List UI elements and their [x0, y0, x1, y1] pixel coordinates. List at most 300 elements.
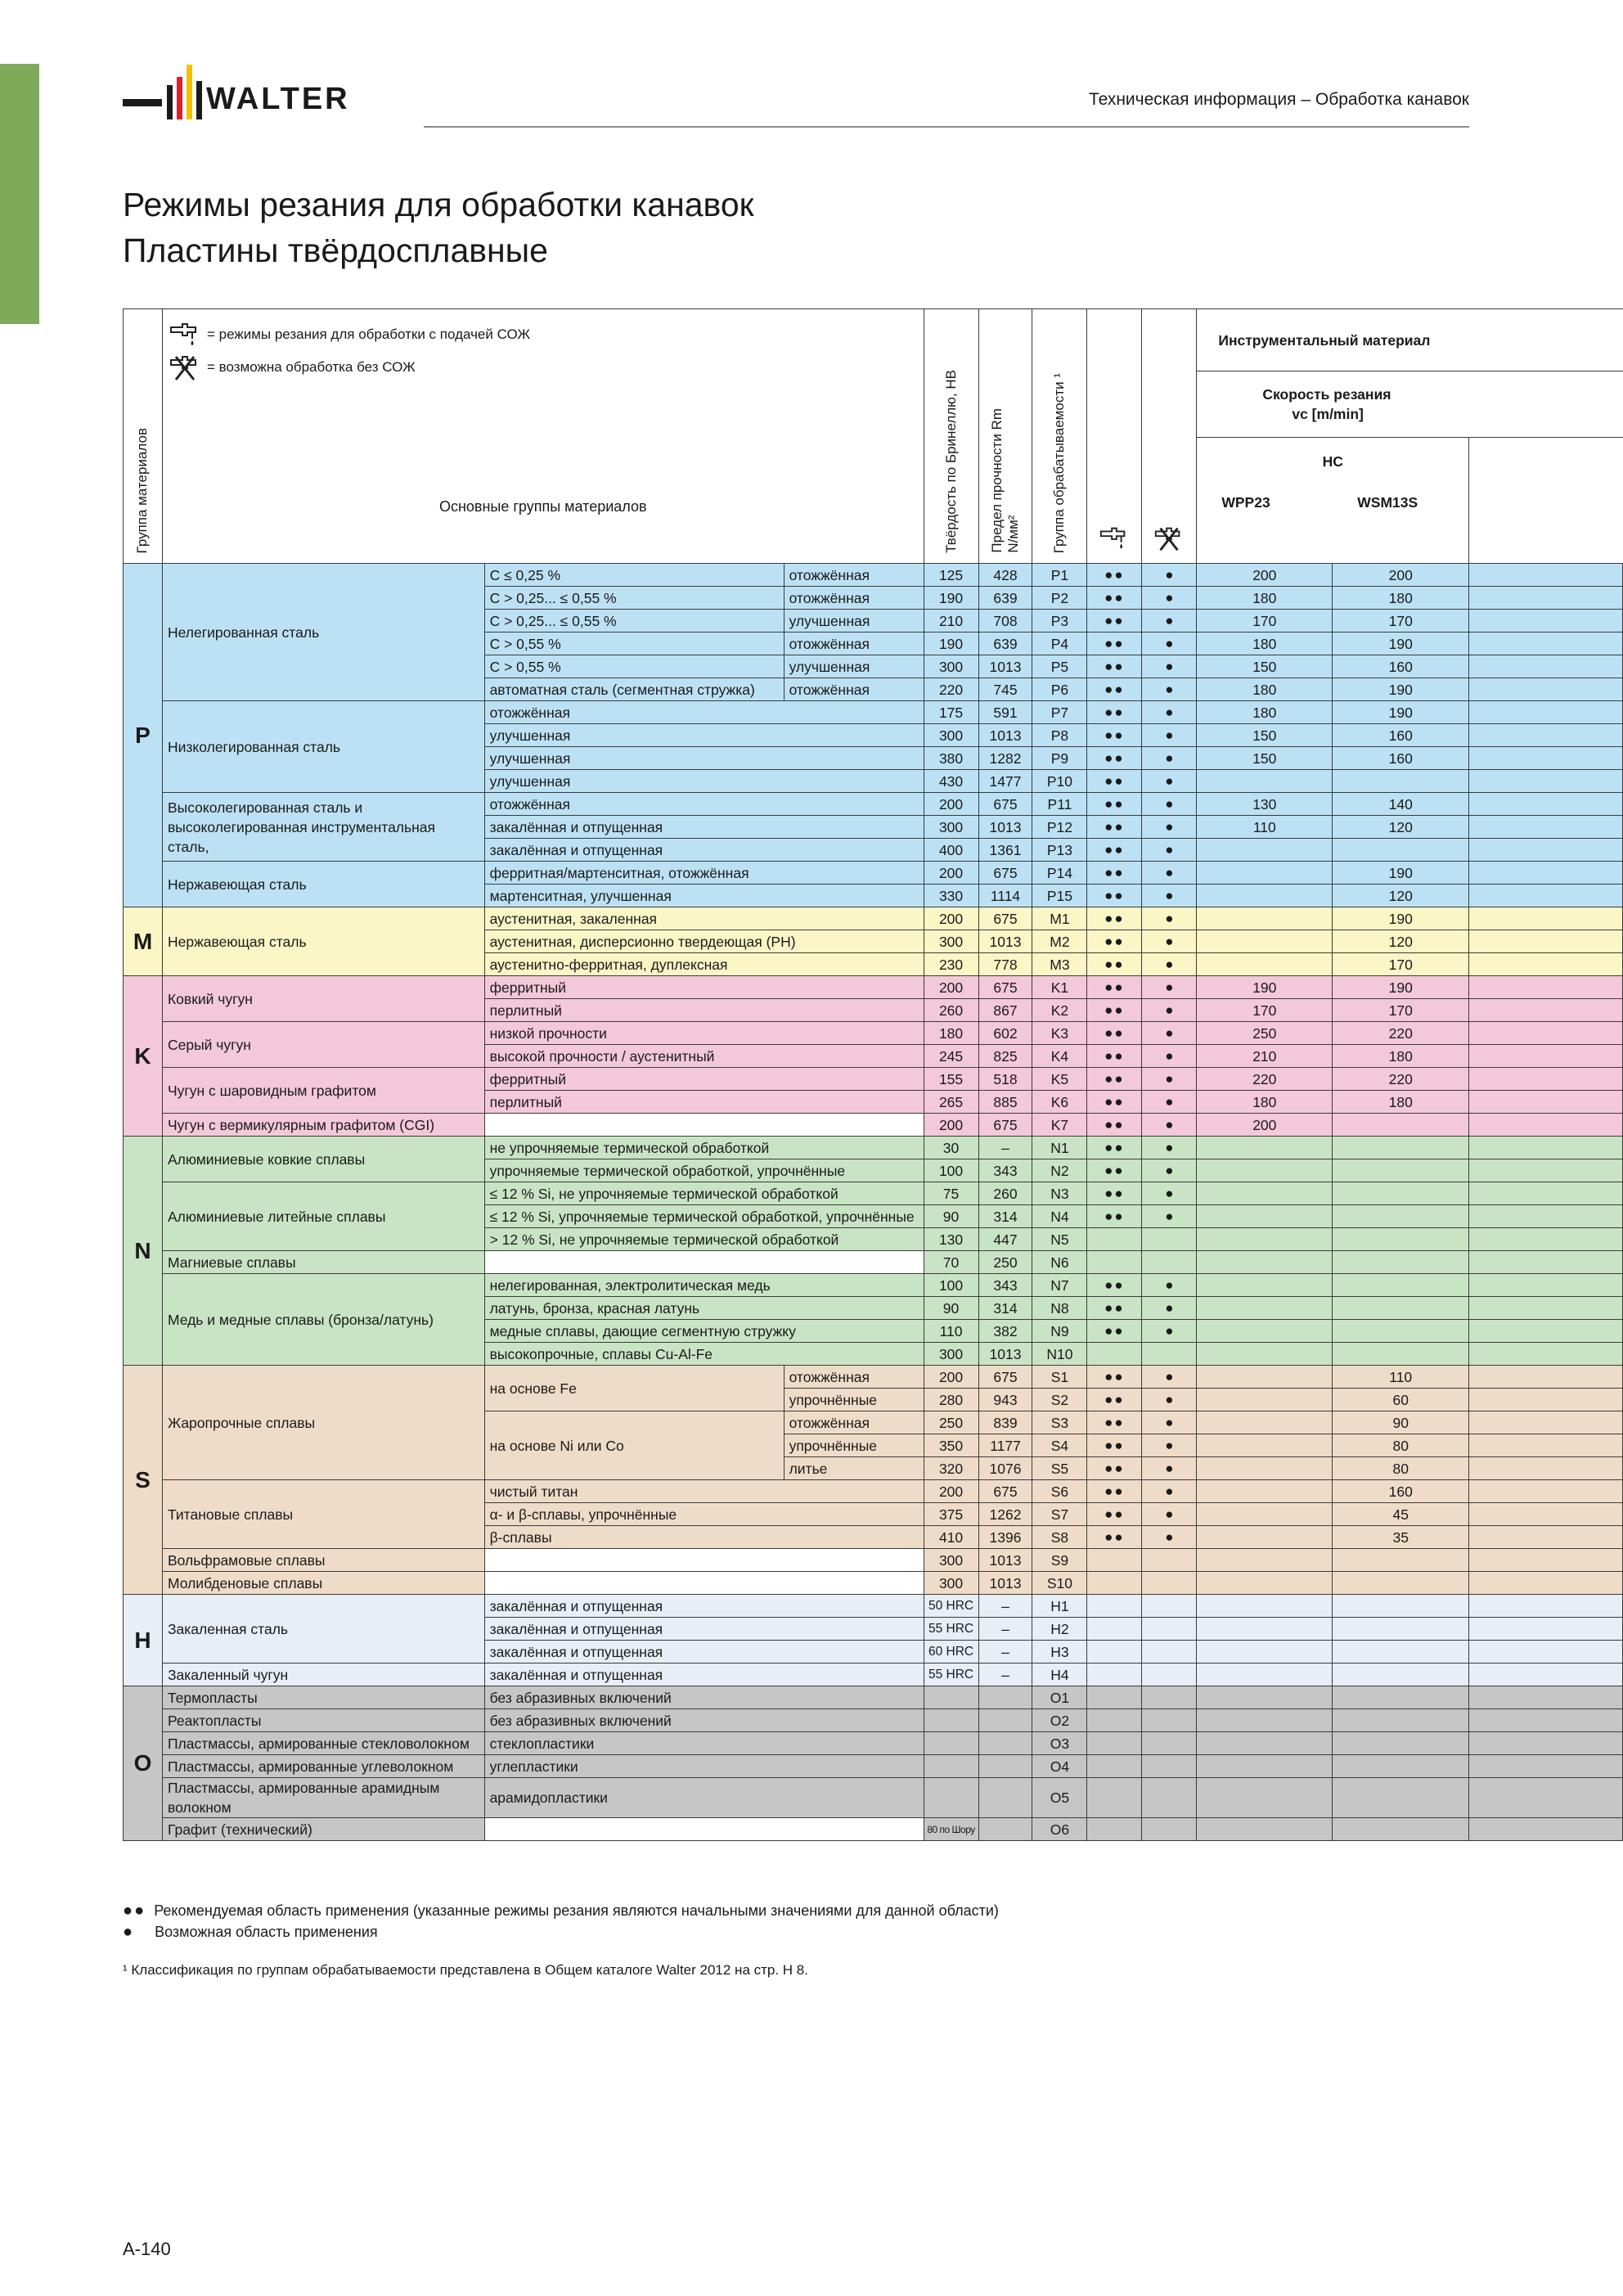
- hardness-value: 230: [924, 953, 978, 976]
- material-description: низкой прочности: [484, 1022, 924, 1045]
- material-description: [484, 1818, 924, 1841]
- wet-suitability: [1087, 1228, 1142, 1251]
- speed-wpp23: [1197, 1320, 1333, 1343]
- dry-suitability: ●: [1142, 678, 1197, 701]
- speed-wsm13s: 170: [1333, 610, 1469, 633]
- material-subgroup: Пластмассы, армированные углеволокном: [162, 1755, 484, 1778]
- dry-suitability: ●: [1142, 1045, 1197, 1068]
- wet-suitability: [1087, 1641, 1142, 1663]
- speed-wpp23: [1197, 953, 1333, 976]
- dry-suitability: ●: [1142, 999, 1197, 1022]
- dry-suitability: [1142, 1549, 1197, 1572]
- material-subgroup: Реактопласты: [162, 1709, 484, 1732]
- speed-wsm13s: [1333, 1641, 1469, 1663]
- tensile-strength-value: 1282: [978, 747, 1032, 770]
- hardness-value: [924, 1686, 978, 1709]
- speed-wsm13s: 35: [1333, 1526, 1469, 1549]
- material-description: нелегированная, электролитическая медь: [484, 1274, 924, 1297]
- speed-empty: [1469, 1045, 1623, 1068]
- dry-suitability: ●: [1142, 1366, 1197, 1389]
- speed-empty: [1469, 1205, 1623, 1228]
- header-section-title: Техническая информация – Обработка канавок: [1088, 90, 1469, 109]
- speed-wsm13s: 45: [1333, 1503, 1469, 1526]
- material-group-letter: K: [124, 976, 163, 1137]
- speed-wsm13s: [1333, 1778, 1469, 1818]
- hardness-value: 300: [924, 930, 978, 953]
- speed-empty: [1469, 1572, 1623, 1595]
- speed-wsm13s: 120: [1333, 930, 1469, 953]
- hardness-value: [924, 1709, 978, 1732]
- grades-header: [1197, 438, 1469, 564]
- speed-wsm13s: 190: [1333, 976, 1469, 999]
- speed-wsm13s: [1333, 770, 1469, 793]
- speed-wsm13s: [1333, 1205, 1469, 1228]
- material-description: C ≤ 0,25 %: [484, 564, 784, 587]
- tensile-strength-value: 675: [978, 976, 1032, 999]
- machinability-group: K3: [1032, 1022, 1087, 1045]
- material-description: аустенитная, закаленная: [484, 907, 924, 930]
- no-coolant-icon: [1153, 524, 1185, 552]
- material-description: закалённая и отпущенная: [484, 1595, 924, 1618]
- table-row: [124, 1480, 1623, 1503]
- wet-suitability: [1087, 1663, 1142, 1686]
- speed-wpp23: [1197, 1618, 1333, 1641]
- speed-wsm13s: 160: [1333, 747, 1469, 770]
- svg-text:WALTER: WALTER: [206, 82, 350, 116]
- dry-suitability: ●: [1142, 839, 1197, 862]
- page-number: A-140: [123, 2239, 171, 2259]
- hardness-value: 100: [924, 1159, 978, 1182]
- tensile-strength-value: [978, 1818, 1032, 1841]
- speed-wsm13s: 160: [1333, 655, 1469, 678]
- wet-suitability: ●●: [1087, 1411, 1142, 1434]
- hardness-value: 130: [924, 1228, 978, 1251]
- machinability-group: P1: [1032, 564, 1087, 587]
- main-groups-label: Основные группы материалов: [438, 498, 647, 515]
- hardness-value: 300: [924, 1343, 978, 1366]
- material-subgroup: Низколегированная сталь: [162, 701, 484, 793]
- material-description: чистый титан: [484, 1480, 924, 1503]
- machinability-group: M2: [1032, 930, 1087, 953]
- table-body: [124, 564, 1623, 1841]
- tensile-strength-value: 428: [978, 564, 1032, 587]
- wet-suitability: ●●: [1087, 885, 1142, 907]
- machinability-group: P4: [1032, 633, 1087, 655]
- speed-empty: [1469, 1251, 1623, 1274]
- material-subgroup: Молибденовые сплавы: [162, 1572, 484, 1595]
- speed-wpp23: [1197, 907, 1333, 930]
- hardness-value: 60 HRC: [924, 1641, 978, 1663]
- speed-wpp23: 150: [1197, 747, 1333, 770]
- table-row: [124, 1182, 1623, 1205]
- tensile-strength-value: 1013: [978, 655, 1032, 678]
- table-row: [124, 1709, 1623, 1732]
- wet-suitability: ●●: [1087, 655, 1142, 678]
- material-subgroup: Нержавеющая сталь: [162, 862, 484, 907]
- material-subgroup: Закаленный чугун: [162, 1663, 484, 1686]
- speed-wpp23: 220: [1197, 1068, 1333, 1091]
- hardness-value: 190: [924, 587, 978, 610]
- speed-empty: [1469, 1068, 1623, 1091]
- machinability-group: M1: [1032, 907, 1087, 930]
- material-subgroup: Пластмассы, армированные стекловолокном: [162, 1732, 484, 1755]
- speed-wsm13s: [1333, 1818, 1469, 1841]
- tensile-strength-value: –: [978, 1663, 1032, 1686]
- speed-empty: [1469, 1389, 1623, 1411]
- machinability-group: K1: [1032, 976, 1087, 999]
- legend-dry-text: = возможна обработка без СОЖ: [206, 359, 416, 375]
- hardness-value: 380: [924, 747, 978, 770]
- speed-empty: [1469, 1686, 1623, 1709]
- speed-empty: [1469, 633, 1623, 655]
- speed-wpp23: [1197, 1595, 1333, 1618]
- speed-empty: [1469, 862, 1623, 885]
- speed-wpp23: 190: [1197, 976, 1333, 999]
- speed-empty: [1469, 793, 1623, 816]
- material-subgroup: Серый чугун: [162, 1022, 484, 1068]
- material-description: отожжённая: [484, 701, 924, 724]
- speed-empty: [1469, 976, 1623, 999]
- material-description: улучшенная: [484, 724, 924, 747]
- table-row: [124, 1595, 1623, 1618]
- speed-wpp23: [1197, 1641, 1333, 1663]
- material-group-letter: S: [124, 1366, 163, 1595]
- dry-suitability: [1142, 1778, 1197, 1818]
- material-description: C > 0,25... ≤ 0,55 %: [484, 587, 784, 610]
- speed-wpp23: [1197, 1251, 1333, 1274]
- wet-suitability: ●●: [1087, 1503, 1142, 1526]
- material-description: на основе Fe: [484, 1366, 784, 1411]
- speed-wsm13s: 220: [1333, 1068, 1469, 1091]
- cutting-speed-unit: vc [m/min]: [1292, 406, 1364, 423]
- machinability-group: S4: [1032, 1434, 1087, 1457]
- group-col-header: Группа материалов: [124, 309, 163, 564]
- dry-suitability: ●: [1142, 1205, 1197, 1228]
- tensile-strength-value: –: [978, 1137, 1032, 1159]
- material-subgroup: Нержавеющая сталь: [162, 907, 484, 976]
- wet-suitability: [1087, 1343, 1142, 1366]
- wet-suitability: ●●: [1087, 1434, 1142, 1457]
- wet-suitability: ●●: [1087, 770, 1142, 793]
- speed-wpp23: [1197, 1818, 1333, 1841]
- tensile-strength-value: 745: [978, 678, 1032, 701]
- speed-empty: [1469, 1480, 1623, 1503]
- hardness-value: 260: [924, 999, 978, 1022]
- tensile-strength-value: –: [978, 1595, 1032, 1618]
- hardness-value: 50 HRC: [924, 1595, 978, 1618]
- machinability-group: O5: [1032, 1778, 1087, 1818]
- legend-coolant-text: = режимы резания для обработки с подачей СОЖ: [206, 326, 531, 342]
- hardness-value: 155: [924, 1068, 978, 1091]
- hardness-value: 100: [924, 1274, 978, 1297]
- speed-empty: [1469, 1549, 1623, 1572]
- wet-header: [1087, 309, 1142, 564]
- tensile-strength-value: 260: [978, 1182, 1032, 1205]
- material-description: закалённая и отпущенная: [484, 839, 924, 862]
- hardness-value: 175: [924, 701, 978, 724]
- wet-suitability: [1087, 1572, 1142, 1595]
- dry-suitability: ●: [1142, 816, 1197, 839]
- wet-suitability: ●●: [1087, 1045, 1142, 1068]
- material-subgroup: Пластмассы, армированные арамидным волокном: [162, 1778, 484, 1818]
- speed-wpp23: 200: [1197, 1114, 1333, 1137]
- hardness-value: 200: [924, 1114, 978, 1137]
- machinability-group: M3: [1032, 953, 1087, 976]
- tensile-strength-value: 885: [978, 1091, 1032, 1114]
- wet-suitability: ●●: [1087, 862, 1142, 885]
- material-description: ≤ 12 % Si, упрочняемые термической обработкой, упрочнённые: [484, 1205, 924, 1228]
- machinability-group: S10: [1032, 1572, 1087, 1595]
- hardness-value: 300: [924, 1549, 978, 1572]
- material-description: аустенитно-ферритная, дуплексная: [484, 953, 924, 976]
- speed-empty: [1469, 564, 1623, 587]
- coolant-tap-icon: [168, 321, 202, 349]
- table-row: [124, 1251, 1623, 1274]
- dry-suitability: ●: [1142, 1114, 1197, 1137]
- hardness-value: 400: [924, 839, 978, 862]
- material-description: мартенситная, улучшенная: [484, 885, 924, 907]
- speed-wsm13s: 120: [1333, 816, 1469, 839]
- dry-suitability: ●: [1142, 610, 1197, 633]
- speed-wsm13s: [1333, 1251, 1469, 1274]
- speed-wpp23: [1197, 1343, 1333, 1366]
- dry-suitability: [1142, 1343, 1197, 1366]
- dry-suitability: ●: [1142, 1389, 1197, 1411]
- material-group-letter: M: [124, 907, 163, 976]
- machinability-group: P15: [1032, 885, 1087, 907]
- machinability-group: P10: [1032, 770, 1087, 793]
- tensile-strength-value: 675: [978, 1366, 1032, 1389]
- material-group-letter: O: [124, 1686, 163, 1841]
- tensile-strength-value: 1361: [978, 839, 1032, 862]
- table-row: [124, 1663, 1623, 1686]
- speed-empty: [1469, 1618, 1623, 1641]
- material-description: [484, 1572, 924, 1595]
- speed-wpp23: 170: [1197, 610, 1333, 633]
- grade-wpp23: WPP23: [1221, 494, 1270, 511]
- wet-suitability: [1087, 1618, 1142, 1641]
- hardness-value: 320: [924, 1457, 978, 1480]
- wet-suitability: ●●: [1087, 1297, 1142, 1320]
- speed-empty: [1469, 1641, 1623, 1663]
- speed-wsm13s: 140: [1333, 793, 1469, 816]
- page-title: [123, 182, 754, 273]
- wet-suitability: ●●: [1087, 999, 1142, 1022]
- dry-suitability: ●: [1142, 1526, 1197, 1549]
- material-subgroup: Медь и медные сплавы (бронза/латунь): [162, 1274, 484, 1366]
- speed-empty: [1469, 701, 1623, 724]
- material-group-letter: H: [124, 1595, 163, 1686]
- machinability-group: N3: [1032, 1182, 1087, 1205]
- speed-wpp23: 180: [1197, 633, 1333, 655]
- speed-wsm13s: [1333, 1572, 1469, 1595]
- speed-wsm13s: [1333, 1732, 1469, 1755]
- material-condition: улучшенная: [784, 655, 924, 678]
- machinability-group: N5: [1032, 1228, 1087, 1251]
- dry-suitability: ●: [1142, 587, 1197, 610]
- cutting-speed-header: [1197, 371, 1623, 438]
- speed-wsm13s: [1333, 1709, 1469, 1732]
- machinability-group: P14: [1032, 862, 1087, 885]
- wet-suitability: ●●: [1087, 953, 1142, 976]
- speed-empty: [1469, 885, 1623, 907]
- material-condition: отожжённая: [784, 587, 924, 610]
- material-condition: отожжённая: [784, 678, 924, 701]
- speed-empty: [1469, 1228, 1623, 1251]
- dry-suitability: [1142, 1818, 1197, 1841]
- tensile-strength-value: 1013: [978, 724, 1032, 747]
- material-subgroup: Вольфрамовые сплавы: [162, 1549, 484, 1572]
- machinability-group: P12: [1032, 816, 1087, 839]
- material-description: улучшенная: [484, 770, 924, 793]
- speed-empty: [1469, 1411, 1623, 1434]
- speed-empty: [1469, 610, 1623, 633]
- wet-suitability: ●●: [1087, 1068, 1142, 1091]
- speed-empty: [1469, 678, 1623, 701]
- wet-suitability: ●●: [1087, 1114, 1142, 1137]
- speed-wpp23: [1197, 1366, 1333, 1389]
- dry-suitability: ●: [1142, 1274, 1197, 1297]
- hardness-header: Твёрдость по Бринеллю, HB: [924, 309, 978, 564]
- grade-wsm13s: WSM13S: [1357, 494, 1418, 511]
- wet-suitability: ●●: [1087, 907, 1142, 930]
- tensile-strength-value: 943: [978, 1389, 1032, 1411]
- speed-empty: [1469, 1755, 1623, 1778]
- hardness-value: 30: [924, 1137, 978, 1159]
- material-description: C > 0,55 %: [484, 655, 784, 678]
- material-condition: упрочнённые: [784, 1389, 924, 1411]
- speed-wsm13s: 190: [1333, 633, 1469, 655]
- speed-wsm13s: [1333, 1663, 1469, 1686]
- dry-suitability: ●: [1142, 1411, 1197, 1434]
- speed-wpp23: [1197, 839, 1333, 862]
- material-description: ≤ 12 % Si, не упрочняемые термической обработкой: [484, 1182, 924, 1205]
- hardness-value: 200: [924, 793, 978, 816]
- material-description: [484, 1549, 924, 1572]
- speed-wpp23: [1197, 1549, 1333, 1572]
- dry-suitability: ●: [1142, 1480, 1197, 1503]
- table-row: [124, 976, 1623, 999]
- table-row: [124, 793, 1623, 816]
- machinability-group: P8: [1032, 724, 1087, 747]
- wet-suitability: ●●: [1087, 816, 1142, 839]
- machinability-group: P5: [1032, 655, 1087, 678]
- hardness-value: 200: [924, 976, 978, 999]
- material-subgroup: Чугун с шаровидным графитом: [162, 1068, 484, 1114]
- tensile-strength-value: [978, 1732, 1032, 1755]
- hc-label: HC: [1322, 453, 1343, 470]
- hardness-value: 200: [924, 907, 978, 930]
- machinability-group: K2: [1032, 999, 1087, 1022]
- speed-empty: [1469, 1343, 1623, 1366]
- material-subgroup: Нелегированная сталь: [162, 564, 484, 701]
- dry-suitability: [1142, 1572, 1197, 1595]
- wet-suitability: ●●: [1087, 747, 1142, 770]
- material-description: закалённая и отпущенная: [484, 1663, 924, 1686]
- dry-suitability: [1142, 1755, 1197, 1778]
- speed-wsm13s: [1333, 1274, 1469, 1297]
- material-group-letter: N: [124, 1137, 163, 1366]
- machinability-group: P9: [1032, 747, 1087, 770]
- hardness-value: 300: [924, 816, 978, 839]
- material-subgroup: Ковкий чугун: [162, 976, 484, 1022]
- speed-empty: [1469, 587, 1623, 610]
- wet-suitability: ●●: [1087, 1022, 1142, 1045]
- material-description: закалённая и отпущенная: [484, 1641, 924, 1663]
- speed-empty: [1469, 1022, 1623, 1045]
- speed-wpp23: [1197, 885, 1333, 907]
- machinability-group: N10: [1032, 1343, 1087, 1366]
- speed-wpp23: 130: [1197, 793, 1333, 816]
- dry-suitability: [1142, 1732, 1197, 1755]
- tensile-strength-value: 518: [978, 1068, 1032, 1091]
- speed-wsm13s: 60: [1333, 1389, 1469, 1411]
- material-description: улучшенная: [484, 747, 924, 770]
- tensile-strength-value: 1477: [978, 770, 1032, 793]
- speed-empty: [1469, 1182, 1623, 1205]
- machinability-group: P2: [1032, 587, 1087, 610]
- material-subgroup: Закаленная сталь: [162, 1595, 484, 1663]
- material-description: без абразивных включений: [484, 1686, 924, 1709]
- speed-wpp23: [1197, 1389, 1333, 1411]
- machinability-group: S6: [1032, 1480, 1087, 1503]
- speed-wsm13s: 160: [1333, 724, 1469, 747]
- table-row: [124, 862, 1623, 885]
- speed-wsm13s: 80: [1333, 1434, 1469, 1457]
- tensile-strength-value: 675: [978, 793, 1032, 816]
- tensile-strength-value: 1013: [978, 1572, 1032, 1595]
- tensile-strength-value: 591: [978, 701, 1032, 724]
- dry-suitability: [1142, 1251, 1197, 1274]
- material-subgroup: Титановые сплавы: [162, 1480, 484, 1549]
- speed-wsm13s: 220: [1333, 1022, 1469, 1045]
- machinability-group: H2: [1032, 1618, 1087, 1641]
- tensile-strength-value: 250: [978, 1251, 1032, 1274]
- wet-suitability: [1087, 1709, 1142, 1732]
- cutting-speed-label: Скорость резания: [1262, 386, 1391, 403]
- dry-suitability: ●: [1142, 747, 1197, 770]
- machinability-group: S9: [1032, 1549, 1087, 1572]
- dry-suitability: ●: [1142, 701, 1197, 724]
- table-row: [124, 1366, 1623, 1389]
- no-coolant-icon: [168, 353, 202, 381]
- speed-wpp23: [1197, 1205, 1333, 1228]
- coolant-tap-icon: [1098, 524, 1131, 552]
- material-condition: отожжённая: [784, 564, 924, 587]
- speed-empty: [1469, 1503, 1623, 1526]
- material-subgroup: Магниевые сплавы: [162, 1251, 484, 1274]
- hardness-value: 210: [924, 610, 978, 633]
- hardness-value: 375: [924, 1503, 978, 1526]
- tensile-strength-value: 675: [978, 1480, 1032, 1503]
- hardness-value: 75: [924, 1182, 978, 1205]
- machinability-header: Группа обрабатываемости ¹: [1032, 309, 1087, 564]
- wet-suitability: ●●: [1087, 930, 1142, 953]
- material-condition: упрочнённые: [784, 1434, 924, 1457]
- material-description: α- и β-сплавы, упрочнённые: [484, 1503, 924, 1526]
- note-recommended: [123, 1902, 999, 1920]
- tensile-strength-value: 602: [978, 1022, 1032, 1045]
- speed-wsm13s: [1333, 1137, 1469, 1159]
- main-groups-header: [162, 309, 924, 564]
- machinability-group: O2: [1032, 1709, 1087, 1732]
- material-description: отожжённая: [484, 793, 924, 816]
- material-description: ферритный: [484, 976, 924, 999]
- hardness-value: 80 по Шору: [924, 1818, 978, 1841]
- material-description: без абразивных включений: [484, 1709, 924, 1732]
- material-description: на основе Ni или Co: [484, 1411, 784, 1480]
- note-recommended-text: Рекомендуемая область применения (указанные режимы резания являются начальными значениями для данной области): [154, 1902, 999, 1919]
